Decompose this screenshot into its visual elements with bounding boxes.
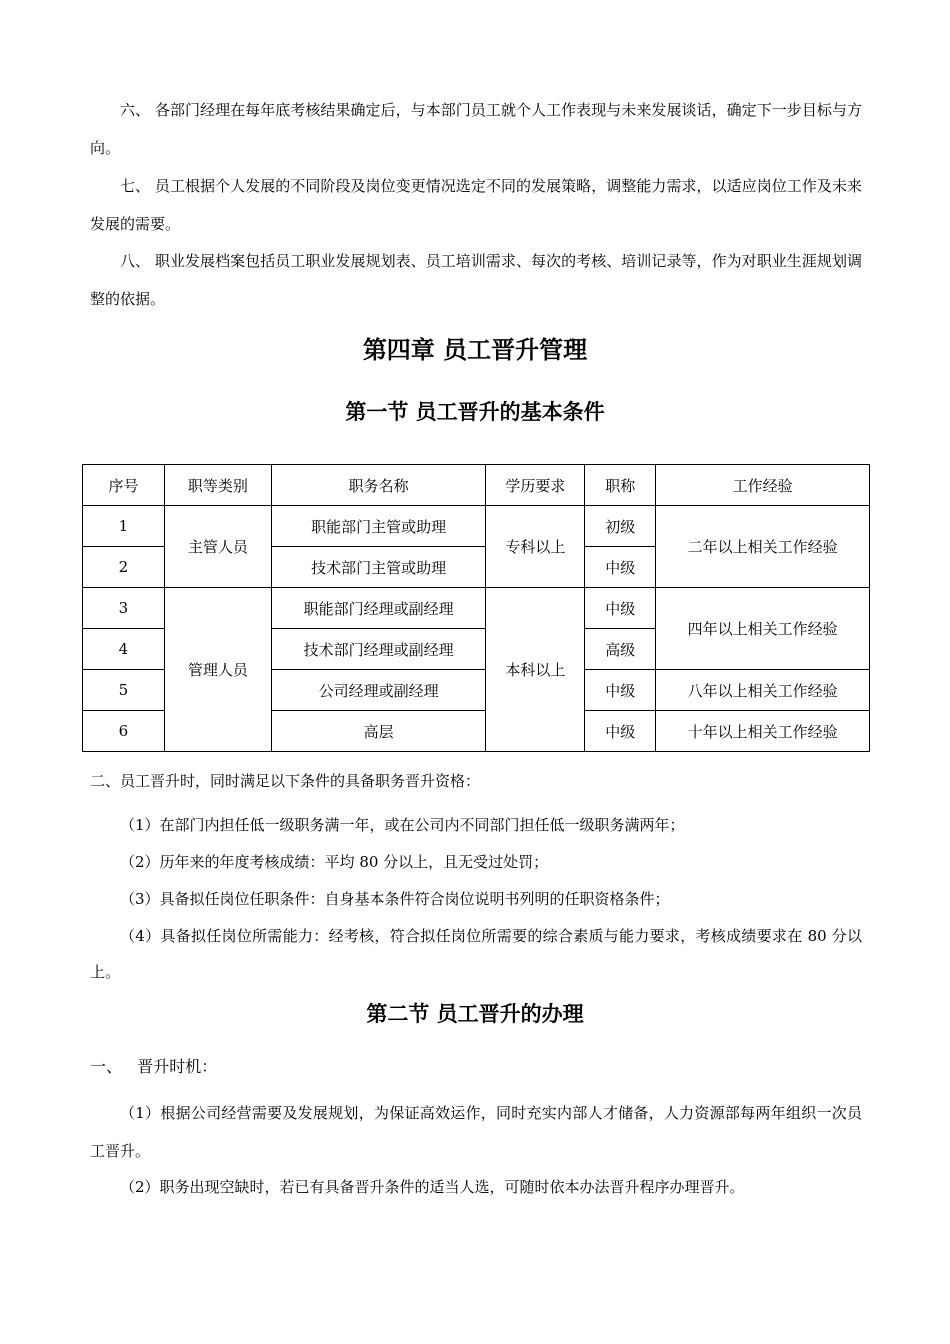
table-row (83, 506, 870, 547)
timing-item-2: （2）职务出现空缺时，若已有具备晋升条件的适当人选，可随时依本办法晋升程序办理晋升。 (120, 1178, 745, 1196)
category-cell: 管理人员 (164, 588, 271, 752)
condition-item-3: （3）具备拟任岗位任职条件：自身基本条件符合岗位说明书列明的任职资格条件； (120, 890, 670, 908)
experience-cell: 四年以上相关工作经验 (656, 588, 870, 670)
section-title-1: 第一节 员工晋升的基本条件 (345, 399, 605, 424)
header-cell: 序号 (83, 465, 165, 506)
rank-cell: 高级 (585, 629, 656, 670)
timing-item-1: （1）根据公司经营需要及发展规划，为保证高效运作，同时充实内部人才储备，人力资源部每两年组织一次员工晋升。 (90, 1104, 862, 1160)
rank-cell: 初级 (585, 506, 656, 547)
position-title: 高层 (271, 711, 486, 752)
condition-item-1: （1）在部门内担任低一级职务满一年，或在公司内不同部门担任低一级职务满两年； (120, 816, 685, 834)
rank-cell: 中级 (585, 547, 656, 588)
condition-item-4: （4）具备拟任岗位所需能力：经考核，符合拟任岗位所需要的综合素质与能力要求，考核成绩要求在 80 分以上。 (90, 927, 862, 981)
conditions-intro: 二、员工晋升时，同时满足以下条件的具备职务晋升资格： (90, 772, 481, 790)
position-title: 职能部门经理或副经理 (271, 588, 486, 629)
experience-cell: 二年以上相关工作经验 (656, 506, 870, 588)
row-number: 4 (83, 629, 165, 670)
header-cell: 职称 (585, 465, 656, 506)
timing-heading: 一、 晋升时机： (90, 1057, 218, 1076)
paragraph-item-6: 六、 各部门经理在每年底考核结果确定后，与本部门员工就个人工作表现与未来发展谈话，确定下一步目标与方向。 (90, 101, 862, 157)
condition-item-2: （2）历年来的年度考核成绩：平均 80 分以上，且无受过处罚； (120, 853, 549, 871)
row-number: 6 (83, 711, 165, 752)
experience-cell: 八年以上相关工作经验 (656, 670, 870, 711)
category-cell: 主管人员 (164, 506, 271, 588)
header-cell: 职务名称 (271, 465, 486, 506)
position-title: 公司经理或副经理 (271, 670, 486, 711)
row-number: 2 (83, 547, 165, 588)
position-title: 技术部门经理或副经理 (271, 629, 486, 670)
row-number: 1 (83, 506, 165, 547)
header-cell: 工作经验 (656, 465, 870, 506)
chapter-title: 第四章 员工晋升管理 (362, 335, 588, 364)
rank-cell: 中级 (585, 711, 656, 752)
experience-cell: 十年以上相关工作经验 (656, 711, 870, 752)
row-number: 3 (83, 588, 165, 629)
position-title: 职能部门主管或助理 (271, 506, 486, 547)
table-row (83, 588, 870, 629)
table-header-row (83, 465, 870, 506)
rank-cell: 中级 (585, 588, 656, 629)
education-cell: 专科以上 (486, 506, 585, 588)
paragraph-item-7: 七、 员工根据个人发展的不同阶段及岗位变更情况选定不同的发展策略，调整能力需求，以适应岗位工作及未来发展的需要。 (90, 177, 862, 233)
education-cell: 本科以上 (486, 588, 585, 752)
header-cell: 学历要求 (486, 465, 585, 506)
position-title: 技术部门主管或助理 (271, 547, 486, 588)
section-title-2: 第二节 员工晋升的办理 (366, 1001, 584, 1026)
header-cell: 职等类别 (164, 465, 271, 506)
rank-cell: 中级 (585, 670, 656, 711)
promotion-conditions-table (82, 464, 870, 752)
paragraph-item-8: 八、 职业发展档案包括员工职业发展规划表、员工培训需求、每次的考核、培训记录等，作为对职业生涯规划调整的依据。 (90, 252, 862, 308)
row-number: 5 (83, 670, 165, 711)
